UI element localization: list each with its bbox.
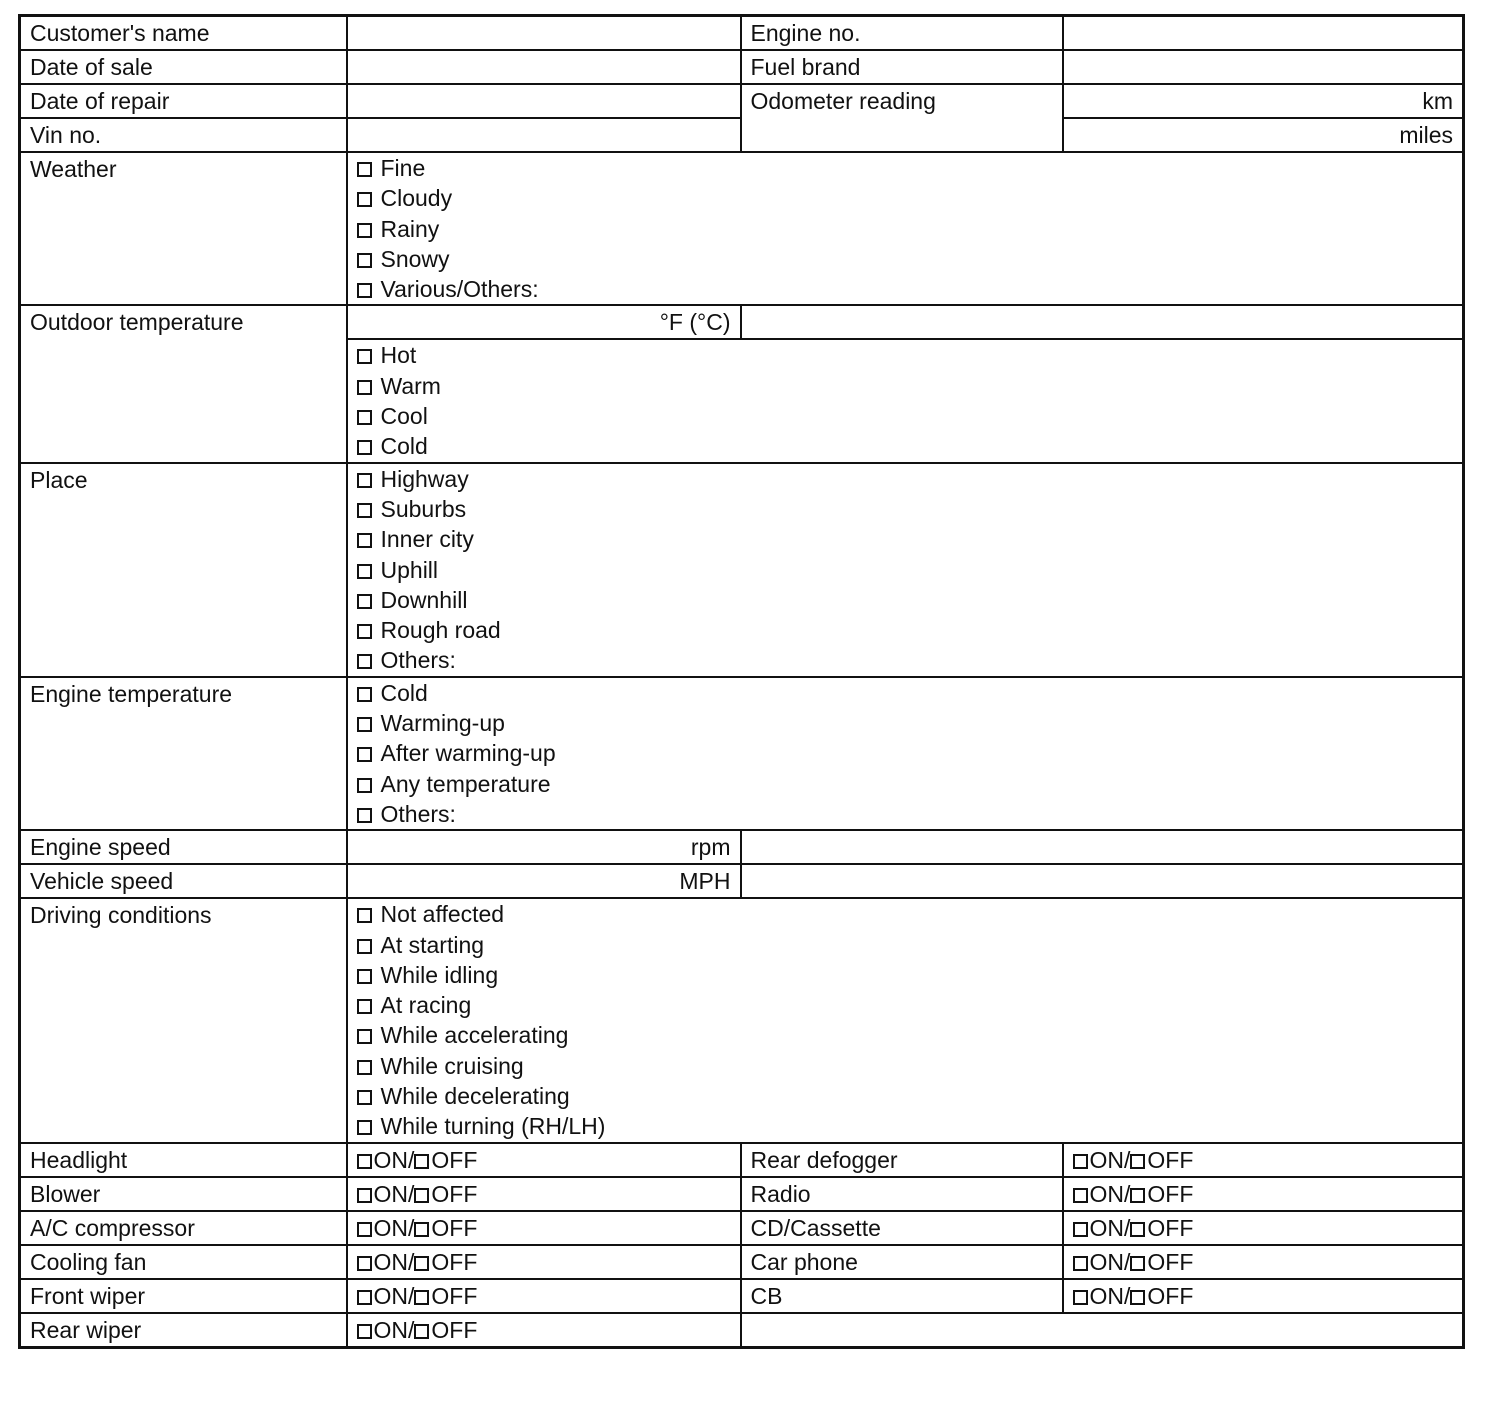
checkbox[interactable]: [357, 380, 372, 395]
outdoor-temperature-label: Outdoor temperature: [20, 305, 347, 462]
weather-option[interactable]: Fine: [357, 153, 1454, 183]
checkbox[interactable]: [357, 717, 372, 732]
car-phone-switch: ON/ OFF: [1063, 1245, 1464, 1279]
outdoor-temperature-blank: [741, 305, 1464, 339]
date-of-repair-label: Date of repair: [20, 84, 347, 118]
rear-wiper-label: Rear wiper: [20, 1313, 347, 1348]
off-checkbox[interactable]: [1130, 1256, 1145, 1271]
off-checkbox[interactable]: [414, 1154, 429, 1169]
on-checkbox[interactable]: [1073, 1188, 1088, 1203]
vehicle-speed-field[interactable]: [347, 864, 741, 898]
checkbox[interactable]: [357, 908, 372, 923]
checkbox[interactable]: [357, 1060, 372, 1075]
odometer-km-field[interactable]: [1063, 84, 1464, 118]
on-checkbox[interactable]: [357, 1324, 372, 1339]
checkbox[interactable]: [357, 778, 372, 793]
date-of-sale-field[interactable]: [347, 50, 741, 84]
place-option[interactable]: Uphill: [357, 555, 1454, 585]
engine-temperature-option[interactable]: After warming-up: [357, 738, 1454, 768]
off-checkbox[interactable]: [414, 1256, 429, 1271]
driving-conditions-options: [347, 898, 1464, 1142]
checkbox[interactable]: [357, 1120, 372, 1135]
checkbox[interactable]: [357, 192, 372, 207]
on-checkbox[interactable]: [357, 1222, 372, 1237]
cd-cassette-switch: ON/ OFF: [1063, 1211, 1464, 1245]
rear-defogger-label: Rear defogger: [741, 1143, 1063, 1177]
off-checkbox[interactable]: [414, 1222, 429, 1237]
rpm-unit: rpm: [690, 834, 731, 861]
date-of-repair-field[interactable]: [347, 84, 741, 118]
outdoor-temperature-option[interactable]: Hot: [357, 340, 1454, 370]
miles-unit: miles: [1399, 122, 1453, 148]
place-option[interactable]: Highway: [357, 464, 1454, 494]
blower-label: Blower: [20, 1177, 347, 1211]
driving-condition-option[interactable]: While cruising: [357, 1051, 1454, 1081]
vehicle-speed-label: Vehicle speed: [20, 864, 347, 898]
outdoor-temperature-options: [347, 339, 1464, 462]
weather-options: [347, 152, 1464, 305]
temperature-unit: °F (°C): [659, 309, 731, 336]
driving-condition-option[interactable]: While accelerating: [357, 1020, 1454, 1050]
engine-temperature-option[interactable]: Others:: [357, 799, 1454, 829]
engine-temperature-option[interactable]: Warming-up: [357, 708, 1454, 738]
vehicle-diagnosis-form: [18, 14, 1465, 1349]
odometer-miles-field[interactable]: [1063, 118, 1464, 152]
weather-option[interactable]: Rainy: [357, 214, 1454, 244]
vehicle-speed-blank: [741, 864, 1464, 898]
on-checkbox[interactable]: [357, 1256, 372, 1271]
customer-name-field[interactable]: [347, 16, 741, 51]
vin-no-label: Vin no.: [20, 118, 347, 152]
rear-wiper-blank: [741, 1313, 1464, 1348]
engine-temperature-option[interactable]: Any temperature: [357, 769, 1454, 799]
on-checkbox[interactable]: [1073, 1222, 1088, 1237]
on-checkbox[interactable]: [1073, 1256, 1088, 1271]
checkbox[interactable]: [357, 999, 372, 1014]
checkbox[interactable]: [357, 410, 372, 425]
engine-temperature-options: [347, 677, 1464, 830]
engine-no-field[interactable]: [1063, 16, 1464, 51]
ac-compressor-label: A/C compressor: [20, 1211, 347, 1245]
checkbox[interactable]: [357, 808, 372, 823]
checkbox[interactable]: [357, 349, 372, 364]
headlight-label: Headlight: [20, 1143, 347, 1177]
fuel-brand-field[interactable]: [1063, 50, 1464, 84]
driving-condition-option[interactable]: While decelerating: [357, 1081, 1454, 1111]
vin-no-field[interactable]: [347, 118, 741, 152]
weather-option[interactable]: Various/Others:: [357, 274, 1454, 304]
driving-conditions-label: Driving conditions: [20, 898, 347, 1142]
weather-label: Weather: [20, 152, 347, 305]
on-checkbox[interactable]: [357, 1154, 372, 1169]
cd-cassette-label: CD/Cassette: [741, 1211, 1063, 1245]
place-option[interactable]: Others:: [357, 645, 1454, 675]
checkbox[interactable]: [357, 969, 372, 984]
off-checkbox[interactable]: [1130, 1188, 1145, 1203]
checkbox[interactable]: [357, 473, 372, 488]
checkbox[interactable]: [357, 564, 372, 579]
blower-switch: ON/ OFF: [347, 1177, 741, 1211]
engine-temperature-label: Engine temperature: [20, 677, 347, 830]
checkbox[interactable]: [357, 162, 372, 177]
fuel-brand-label: Fuel brand: [741, 50, 1063, 84]
outdoor-temperature-option[interactable]: Warm: [357, 371, 1454, 401]
place-option[interactable]: Downhill: [357, 585, 1454, 615]
place-option-list: [357, 464, 1454, 676]
front-wiper-label: Front wiper: [20, 1279, 347, 1313]
on-checkbox[interactable]: [1073, 1154, 1088, 1169]
engine-no-label: Engine no.: [741, 16, 1063, 51]
off-checkbox[interactable]: [414, 1290, 429, 1305]
date-of-sale-label: Date of sale: [20, 50, 347, 84]
weather-option[interactable]: Snowy: [357, 244, 1454, 274]
rear-wiper-switch: ON/ OFF: [347, 1313, 741, 1348]
driving-conditions-option-list: [357, 899, 1454, 1141]
cb-switch: ON/ OFF: [1063, 1279, 1464, 1313]
checkbox[interactable]: [357, 1029, 372, 1044]
engine-temperature-option-list: [357, 678, 1454, 829]
checkbox[interactable]: [357, 939, 372, 954]
cooling-fan-label: Cooling fan: [20, 1245, 347, 1279]
checkbox[interactable]: [357, 533, 372, 548]
weather-option[interactable]: Cloudy: [357, 183, 1454, 213]
checkbox[interactable]: [357, 654, 372, 669]
driving-condition-option[interactable]: At racing: [357, 990, 1454, 1020]
mph-unit: MPH: [679, 868, 731, 895]
checkbox[interactable]: [357, 624, 372, 639]
on-checkbox[interactable]: [357, 1290, 372, 1305]
checkbox[interactable]: [357, 440, 372, 455]
engine-speed-blank: [741, 830, 1464, 864]
checkbox[interactable]: [357, 594, 372, 609]
outdoor-temperature-option-list: [357, 340, 1454, 461]
headlight-switch: ON/ OFF: [347, 1143, 741, 1177]
outdoor-temperature-option[interactable]: Cold: [357, 431, 1454, 461]
on-checkbox[interactable]: [357, 1188, 372, 1203]
place-option[interactable]: Suburbs: [357, 494, 1454, 524]
checkbox[interactable]: [357, 747, 372, 762]
driving-condition-option[interactable]: At starting: [357, 930, 1454, 960]
place-option[interactable]: Rough road: [357, 615, 1454, 645]
engine-speed-label: Engine speed: [20, 830, 347, 864]
car-phone-label: Car phone: [741, 1245, 1063, 1279]
checkbox[interactable]: [357, 503, 372, 518]
place-label: Place: [20, 463, 347, 677]
checkbox[interactable]: [357, 687, 372, 702]
customer-name-label: Customer's name: [20, 16, 347, 51]
off-checkbox[interactable]: [414, 1324, 429, 1339]
place-option[interactable]: Inner city: [357, 524, 1454, 554]
rear-defogger-switch: ON/ OFF: [1063, 1143, 1464, 1177]
place-options: [347, 463, 1464, 677]
driving-condition-option[interactable]: While turning (RH/LH): [357, 1111, 1454, 1141]
off-checkbox[interactable]: [1130, 1290, 1145, 1305]
engine-temperature-option[interactable]: Cold: [357, 678, 1454, 708]
outdoor-temperature-option[interactable]: Cool: [357, 401, 1454, 431]
odometer-reading-label: Odometer reading: [741, 84, 1063, 152]
km-unit: km: [1422, 88, 1453, 114]
ac-compressor-switch: ON/ OFF: [347, 1211, 741, 1245]
cb-label: CB: [741, 1279, 1063, 1313]
outdoor-temperature-field[interactable]: [347, 305, 741, 339]
driving-condition-option[interactable]: Not affected: [357, 899, 1454, 929]
on-checkbox[interactable]: [1073, 1290, 1088, 1305]
radio-switch: ON/ OFF: [1063, 1177, 1464, 1211]
off-checkbox[interactable]: [1130, 1222, 1145, 1237]
off-checkbox[interactable]: [414, 1188, 429, 1203]
off-checkbox[interactable]: [1130, 1154, 1145, 1169]
cooling-fan-switch: ON/ OFF: [347, 1245, 741, 1279]
checkbox[interactable]: [357, 223, 372, 238]
radio-label: Radio: [741, 1177, 1063, 1211]
driving-condition-option[interactable]: While idling: [357, 960, 1454, 990]
engine-speed-field[interactable]: [347, 830, 741, 864]
checkbox[interactable]: [357, 1090, 372, 1105]
front-wiper-switch: ON/ OFF: [347, 1279, 741, 1313]
checkbox[interactable]: [357, 283, 372, 298]
checkbox[interactable]: [357, 253, 372, 268]
weather-option-list: [357, 153, 1454, 304]
